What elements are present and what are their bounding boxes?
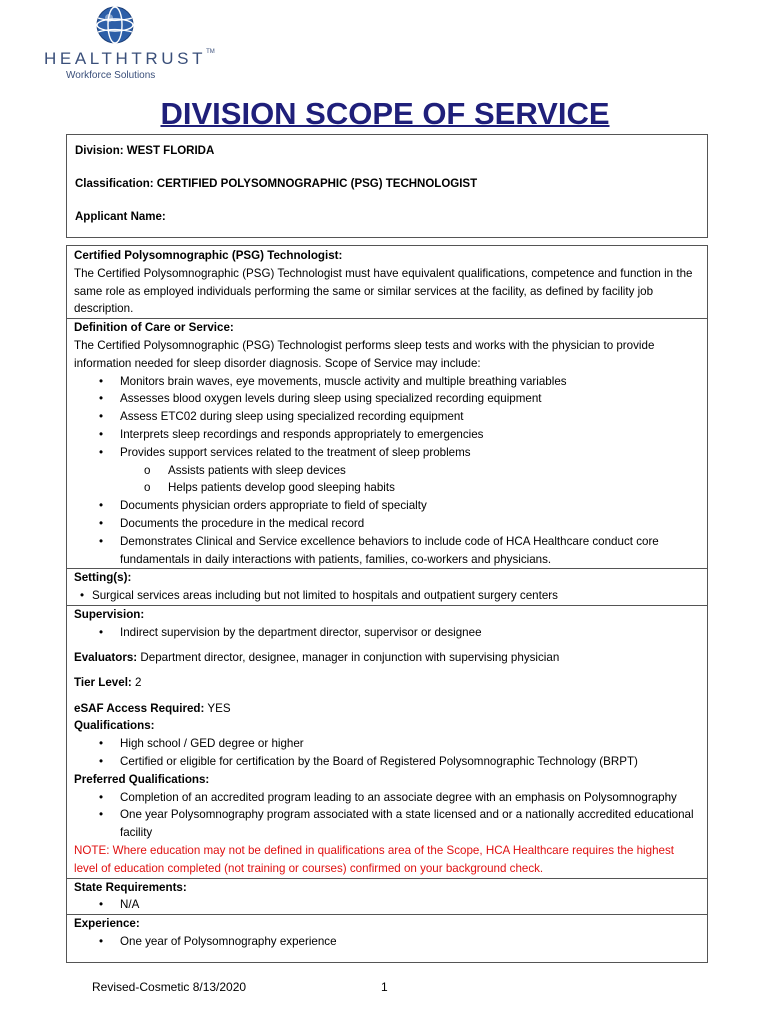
sub-list-item: o Helps patients develop good sleeping habits	[74, 479, 700, 497]
definition-description: The Certified Polysomnographic (PSG) Technologist performs sleep tests and works with the physician to provide information needed for sleep disorder diagnosis. Scope of Service may include:	[74, 338, 655, 370]
supervision-list	[74, 624, 700, 642]
classification-field: Classification: CERTIFIED POLYSOMNOGRAPHIC (PSG) TECHNOLOGIST	[75, 178, 478, 190]
evaluators-line: Evaluators: Department director, designee, manager in conjunction with supervising physician	[74, 651, 560, 665]
role-description: The Certified Polysomnographic (PSG) Technologist must have equivalent qualifications, competence and function in the same role as employed individuals performing the same or similar services at the facility, as defined by facility job description.	[74, 266, 693, 316]
list-item: • One year Polysomnography program associated with a state licensed and or a nationally accredited educational facility	[74, 806, 700, 842]
sub-list-item: o Assists patients with sleep devices	[74, 462, 700, 480]
division-field: Division: WEST FLORIDA	[75, 145, 215, 157]
header-info-box	[66, 134, 708, 238]
education-note: NOTE: Where education may not be defined in qualifications area of the Scope, HCA Healthcare requires the highest level of education completed (not training or courses) confirmed on your background check.	[74, 844, 674, 875]
list-item: • Indirect supervision by the department director, supervisor or designee	[74, 624, 700, 642]
list-item: • Documents the procedure in the medical record	[74, 515, 700, 533]
experience-list	[74, 933, 700, 951]
list-item: • Completion of an accredited program leading to an associate degree with an emphasis on Polysomnography	[74, 789, 700, 807]
list-item: • Monitors brain waves, eye movements, muscle activity and multiple breathing variables	[74, 373, 700, 391]
qualifications-heading: Qualifications:	[74, 719, 155, 733]
list-item: • Interprets sleep recordings and responds appropriately to emergencies	[74, 426, 700, 444]
scope-details-box	[66, 245, 708, 963]
supervision-heading: Supervision:	[74, 607, 145, 621]
list-item: • Certified or eligible for certification by the Board of Registered Polysomnographic Technology (BRPT)	[74, 753, 700, 771]
experience-heading: Experience:	[74, 917, 140, 931]
qualifications-list	[74, 735, 700, 771]
settings-list	[74, 587, 700, 605]
definition-list	[74, 373, 700, 569]
list-item: • Demonstrates Clinical and Service excellence behaviors to include code of HCA Healthcare conduct core fundamentals in daily interactions with patients, families, co-workers and physicians.	[74, 533, 700, 569]
tier-level-line: Tier Level: 2	[74, 676, 142, 690]
revision-footer: Revised-Cosmetic 8/13/2020	[92, 980, 247, 994]
settings-heading: Setting(s):	[74, 571, 132, 585]
definition-heading: Definition of Care or Service:	[74, 321, 234, 335]
logo-subtitle: Workforce Solutions	[66, 70, 156, 81]
list-item: • One year of Polysomnography experience	[74, 933, 700, 951]
list-item: • Documents physician orders appropriate to field of specialty	[74, 497, 700, 515]
list-item: • Assess ETC02 during sleep using specialized recording equipment	[74, 408, 700, 426]
globe-logo-icon	[96, 6, 134, 44]
esaf-access-line: eSAF Access Required: YES	[74, 701, 231, 715]
role-heading: Certified Polysomnographic (PSG) Technologist:	[74, 249, 343, 262]
page-title: DIVISION SCOPE OF SERVICE	[160, 96, 610, 131]
logo-wordmark: HEALTHTRUST™	[44, 49, 215, 68]
state-requirements-heading: State Requirements:	[74, 880, 187, 894]
list-item: • Assesses blood oxygen levels during sleep using specialized recording equipment	[74, 390, 700, 408]
list-item: • N/A	[74, 896, 700, 914]
state-requirements-list	[74, 896, 700, 914]
preferred-qualifications-list	[74, 789, 700, 842]
preferred-qualifications-heading: Preferred Qualifications:	[74, 772, 210, 786]
list-item: • Surgical services areas including but not limited to hospitals and outpatient surgery centers	[74, 587, 700, 605]
page-number: 1	[381, 980, 388, 994]
healthtrust-logo	[44, 6, 215, 84]
list-item: • Provides support services related to the treatment of sleep problems	[74, 444, 700, 462]
applicant-name-field: Applicant Name:	[75, 211, 166, 223]
list-item: • High school / GED degree or higher	[74, 735, 700, 753]
